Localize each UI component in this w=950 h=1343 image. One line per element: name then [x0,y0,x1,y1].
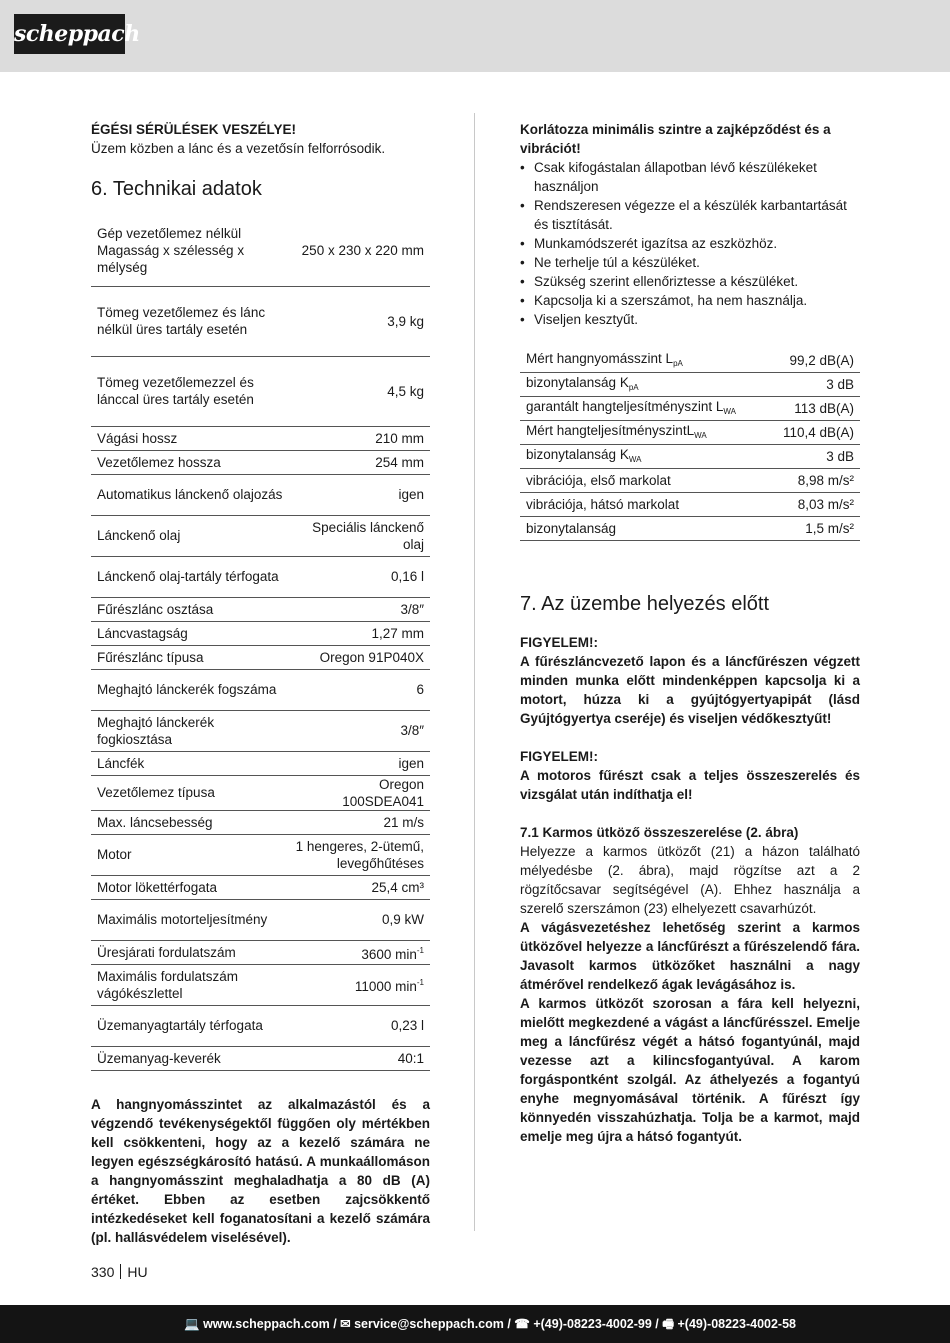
page-number [91,1264,148,1280]
sound-label [520,493,767,517]
sound-label [520,373,767,397]
list-item: • Ne terhelje túl a készüléket. [520,253,860,272]
vibration-tips-list [520,158,860,329]
sound-row [520,469,860,493]
list-item: • Munkamódszerét igazítsa az eszközhöz. [520,234,860,253]
section-6-title: 6. Technikai adatok [91,178,262,200]
spec-value [289,556,430,597]
sound-label-text: bizonytalanság [526,521,617,536]
brand-logo: scheppach [14,14,125,54]
spec-label: Meghajtó lánckerék fogkiosztása [91,710,289,751]
spec-label: Láncvastagság [91,621,289,645]
spec-value [289,216,430,286]
spec-value-text: Speciális lánckenő olaj [312,519,424,552]
spec-label: Maximális motorteljesítmény [91,899,289,940]
spec-value-text: 4,5 kg [387,383,424,399]
spec-label: Láncfék [91,751,289,775]
sound-row [520,517,860,541]
sound-row [520,421,860,445]
sound-label [520,397,767,421]
spec-value-text: 21 m/s [383,814,424,830]
spec-value [289,597,430,621]
spec-value-text: 210 mm [375,430,424,446]
spec-value-text: 25,4 cm³ [371,879,424,895]
spec-row [91,286,430,356]
sound-value: 8,03 m/s² [767,493,860,517]
list-item: • Kapcsolja ki a szerszámot, ha nem használja. [520,291,860,310]
spec-value-text: 250 x 230 x 220 mm [301,243,424,259]
spec-value [289,875,430,899]
list-item: • Csak kifogástalan állapotban lévő készülékeket használjon [520,158,860,196]
spec-row [91,515,430,556]
spec-value [289,810,430,834]
list-item: • Szükség szerint ellenőriztesse a készüléket. [520,272,860,291]
spec-row [91,940,430,964]
spec-label: Motor lökettérfogata [91,875,289,899]
spec-value-text: 254 mm [375,454,424,470]
spec-row [91,834,430,875]
right-column [520,120,860,1146]
noise-paragraph: A hangnyomásszintet az alkalmazástól és a végzendő tevékenységektől függően oly mértékben kell csökkenteni, hogy az a kezelő számára ne legyen egészségkárosító hatású. A munkaállomáson a hangnyomásszint meghaladhatja a 80 dB (A) értéket. Ebben az esetben zajcsökkentő intézkedéseket kell foganatosítani a kezelő számára (pl. hallásvédelem viselésével). [91,1096,430,1245]
attention-2-text: A motoros fűrészt csak a teljes összeszerelés és vizsgálat után indíthatja el! [520,768,860,802]
spec-row [91,1046,430,1070]
spec-label: Lánckenő olaj-tartály térfogata [91,556,289,597]
spec-value [289,964,430,1005]
spec-value-text: 6 [416,682,424,697]
spec-value-text: igen [398,755,424,771]
spec-row [91,875,430,899]
spec-row [91,710,430,751]
spec-value [289,645,430,669]
spec-row [91,751,430,775]
spec-value [289,1005,430,1046]
spec-value-text: 3/8″ [400,723,424,738]
section-7-title: 7. Az üzembe helyezés előtt [520,593,770,615]
spec-row [91,621,430,645]
spec-value-exponent: -1 [416,945,424,955]
sound-label [520,445,767,469]
spec-label: Motor [91,834,289,875]
header-bar [0,0,950,72]
spec-value-text: Oregon 100SDEA041 [342,776,424,809]
sound-value: 110,4 dB(A) [767,421,860,445]
attention-1-label: FIGYELEM!: [520,635,598,650]
spec-value [289,751,430,775]
spec-value [289,899,430,940]
spec-value [289,669,430,710]
footer-contact: 💻 www.scheppach.com / ✉ service@scheppach.com / ☎ +(49)-08223-4002-99 / 🖷 +(49)-08223-4002-58 [184,1317,796,1331]
attention-1-text: A fűrészláncvezető lapon és a láncfűrészen végzett minden munka előtt mindenképpen kapcsolja ki a motort, húzza ki a gyújtógyertyapipát (lásd Gyújtógyertya cseréje) és viseljen védőkesztyűt! [520,654,860,726]
spec-row [91,356,430,426]
list-item: • Viseljen kesztyűt. [520,310,860,329]
sound-label-subscript: pA [628,382,639,392]
spec-row [91,1005,430,1046]
sound-value: 99,2 dB(A) [767,349,860,373]
spec-value-text: Oregon 91P040X [319,649,424,665]
spec-value [289,940,430,964]
spec-label: Üresjárati fordulatszám [91,940,289,964]
spec-value-text: 0,16 l [390,569,424,584]
spec-label: Fűrészlánc osztása [91,597,289,621]
spec-label: Fűrészlánc típusa [91,645,289,669]
left-column [91,120,430,1247]
sound-row [520,349,860,373]
sound-label-text: vibrációja, hátsó markolat [526,497,680,512]
sound-label [520,421,767,445]
spec-value [289,450,430,474]
spec-row [91,899,430,940]
spec-row [91,597,430,621]
spec-value-text: 3600 min [361,946,417,962]
sound-label [520,349,767,373]
list-item: • Rendszeresen végezze el a készülék karbantartását és tisztítását. [520,196,860,234]
sound-row [520,373,860,397]
sound-value: 1,5 m/s² [767,517,860,541]
spec-value [289,1046,430,1070]
sound-label-subscript: WA [628,454,642,464]
spec-value-text: 40:1 [397,1050,424,1066]
spec-row [91,216,430,286]
spec-value [289,621,430,645]
subsection-7-1-bold-2: A karmos ütközőt szorosan a fára kell helyezni, mielőtt megkezdené a vágást a láncfűrésszel. Emelje meg a láncfűrész végét a hátsó fogantyúnál, majd vezesse azt a kilincsfogantyúval. A karom forgáspontként szolgál. Az áthelyezés a fogantyú enyhe megnyomásával történik. A fűrészt így könnyedén visszahúzhatja. Tolja be a karmot, majd emelje meg újra a hátsó fogantyút. [520,996,860,1144]
spec-label: Automatikus lánckenő olajozás [91,474,289,515]
footer-bar [0,1305,950,1343]
sound-label-text: Mért hangnyomásszint L [526,350,674,366]
spec-label: Üzemanyagtartály térfogata [91,1005,289,1046]
sound-value: 3 dB [767,373,860,397]
spec-row [91,556,430,597]
spec-value [289,356,430,426]
subsection-7-1-text: Helyezze a karmos ütközőt (21) a házon található mélyedésbe (2. ábra), majd rögzítse azt a 2 rögzítőcsavar segítségével (A). Ehhez használja a szerelő szerszámon (23) elhelyezett csavarhúzót. [520,844,860,916]
sound-label-text: bizonytalanság K [526,374,629,390]
page-number-value: 330 [91,1264,115,1280]
spec-value-text: 0,9 kW [381,912,424,927]
spec-label: Vezetőlemez hossza [91,450,289,474]
spec-value-text: 0,23 l [390,1018,424,1033]
spec-value [289,775,430,810]
spec-row [91,810,430,834]
sound-row [520,445,860,469]
spec-value [289,474,430,515]
spec-value [289,515,430,556]
spec-label: Lánckenő olaj [91,515,289,556]
spec-label: Vezetőlemez típusa [91,775,289,810]
spec-label: Tömeg vezetőlemez és lánc nélkül üres tartály esetén [91,286,289,356]
sound-label-text: Mért hangteljesítményszintL [526,422,695,438]
sound-table [520,349,860,541]
attention-2-label: FIGYELEM!: [520,749,598,764]
page-language: HU [127,1264,148,1280]
spec-value-text: 3/8″ [400,601,424,617]
spec-value [289,710,430,751]
page-number-separator [120,1264,121,1279]
spec-label: Üzemanyag-keverék [91,1046,289,1070]
sound-value: 8,98 m/s² [767,469,860,493]
sound-row [520,397,860,421]
sound-row [520,493,860,517]
spec-row [91,645,430,669]
sound-value: 113 dB(A) [767,397,860,421]
spec-label: Meghajtó lánckerék fogszáma [91,669,289,710]
warning-text: Üzem közben a lánc és a vezetősín felforrósodik. [91,141,386,156]
tech-data-table [91,216,430,1071]
spec-value [289,426,430,450]
spec-row [91,964,430,1005]
spec-row [91,426,430,450]
spec-value-text: 3,9 kg [387,313,424,329]
sound-label [520,517,767,541]
spec-row [91,450,430,474]
spec-row [91,775,430,810]
spec-label: Max. láncsebesség [91,810,289,834]
spec-value-exponent: -1 [416,978,424,987]
spec-value-text: 1,27 mm [371,625,424,641]
subsection-7-1-title: 7.1 Karmos ütköző összeszerelése (2. ábra) [520,825,799,840]
column-divider [474,113,475,1231]
spec-label: Maximális fordulatszám vágókészlettel [91,964,289,1005]
sound-label-text: garantált hangteljesítményszint L [526,398,724,414]
sound-label-subscript: WA [694,430,707,440]
sound-label-subscript: pA [673,358,683,368]
spec-value [289,834,430,875]
sound-value: 3 dB [767,445,860,469]
spec-value-text: 1 hengeres, 2-ütemű, levegőhűtéses [295,838,424,871]
sound-label-subscript: WA [723,406,736,416]
spec-label: Vágási hossz [91,426,289,450]
spec-row [91,669,430,710]
sound-label [520,469,767,493]
spec-value-text: igen [398,487,424,502]
subsection-7-1-bold-1: A vágásvezetéshez lehetőség szerint a karmos ütközővel helyezze a láncfűrészt a fűrészelendő fára. Javasolt karmos ütközőket használni a nagy átmérővel rendelkező ágak levágásához is. [520,920,860,992]
sound-label-text: vibrációja, első markolat [526,473,671,488]
spec-label: Tömeg vezetőlemezzel és lánccal üres tartály esetén [91,356,289,426]
vibration-title: Korlátozza minimális szintre a zajképződést és a vibrációt! [520,122,831,156]
sound-label-text: bizonytalanság K [526,446,629,462]
warning-title: ÉGÉSI SÉRÜLÉSEK VESZÉLYE! [91,122,297,137]
spec-value-text: 11000 min [354,979,417,994]
spec-label: Gép vezetőlemez nélkül Magasság x szélesség x mélység [91,216,289,286]
spec-value [289,286,430,356]
spec-row [91,474,430,515]
